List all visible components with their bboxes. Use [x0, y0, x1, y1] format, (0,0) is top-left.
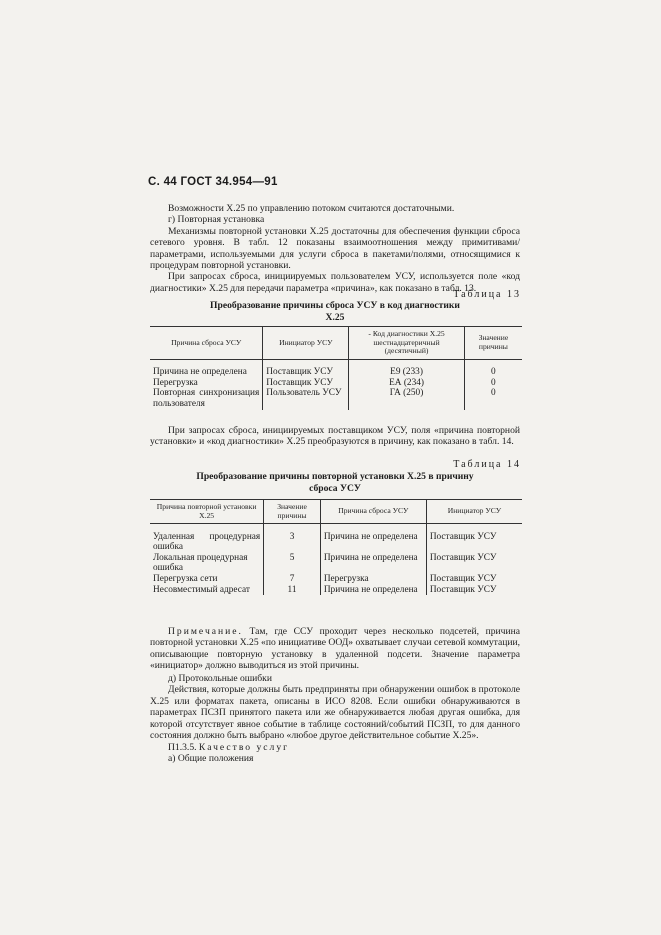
table13-cell-value: 0	[491, 388, 496, 399]
table14-cell-value: 3	[264, 532, 321, 553]
section-p	[150, 742, 520, 765]
table14-header-cause: Причина сброса УСУ	[320, 500, 426, 524]
table-row	[150, 553, 522, 574]
table13-cell-reason: Повторная синхронизация пользователя	[150, 388, 263, 409]
table14-cell-initiator: Поставщик УСУ	[429, 552, 497, 563]
section-p-title: Качество услуг	[198, 742, 290, 753]
table13-header-initiator: Инициатор УСУ	[263, 327, 349, 360]
table13-cell-code: Е9 (233)	[349, 367, 464, 378]
table13-cell-value: 0	[491, 367, 496, 378]
table14-cell-reason: Удаленная процедурная ошибка	[150, 532, 264, 553]
table13-caption: Таблица 13	[453, 289, 521, 300]
table14-cell-cause: Причина не определена	[320, 553, 426, 574]
note-label: Примечание.	[168, 626, 243, 637]
table13-cell-code: ЕА (234)	[349, 378, 464, 389]
table14-header-value: Значение причины	[264, 500, 321, 524]
table13-cell-reason: Перегрузка	[150, 378, 263, 389]
table13-cell-reason: Причина не определена	[150, 367, 263, 378]
section-p-sub: а) Общие положения	[168, 753, 254, 765]
table14-title-line2: сброса УСУ	[309, 482, 361, 494]
table14-cell-value: 11	[264, 585, 321, 596]
section-d-text: Действия, которые должны быть предприняты при обнаружении ошибок в протоколе Х.25 или форматах пакета, описаны в ИСО 8208. Если ошибки обнаруживаются в параметрах ПСЗП принятого пакета или же обнаруживается любая другая ошибка, для которой отсутствует явное событие в таблице состояний/событий ПСЗП, то для данного состояния должно быть выбрано «любое другое действительное событие Х.25».	[150, 684, 520, 742]
table13-cell-code: ГА (250)	[349, 388, 464, 409]
table14-cell-value: 7	[264, 574, 321, 585]
table13	[150, 326, 522, 410]
table14-header-reason: Причина повторной установки Х.25	[150, 500, 264, 524]
intro-p1: Возможности Х.25 по управлению потоком считаются достаточными.	[168, 203, 455, 214]
note-paragraph	[150, 626, 520, 672]
section-d-title: д) Протокольные ошибки	[168, 673, 272, 684]
table13-title	[150, 300, 520, 323]
table14-cell-cause: Причина не определена	[320, 532, 426, 553]
mid-p1: При запросах сброса, инициируемых поставщиком УСУ, поля «причина повторной установки» и «код диагностики» Х.25 преобразуются в причину, как показано в табл. 14.	[150, 425, 520, 448]
table14-cell-initiator: Поставщик УСУ	[429, 531, 497, 542]
section-p-number: П1.3.5.	[168, 742, 197, 753]
intro-p4: При запросах сброса, инициируемых пользователем УСУ, используется поле «код диагностики» Х.25 для передачи параметра «причина», как показано в табл. 13.	[150, 271, 520, 294]
table13-cell-initiator: Поставщик УСУ	[263, 367, 349, 378]
table-row	[150, 388, 522, 409]
table14-cell-cause: Причина не определена	[320, 585, 426, 596]
table14-title-line1: Преобразование причины повторной установки Х.25 в причину	[196, 471, 474, 482]
table14-cell-reason: Перегрузка сети	[150, 574, 264, 585]
table14	[150, 499, 522, 595]
table-row	[150, 367, 522, 378]
table14-header-row	[150, 500, 522, 524]
table-row	[150, 574, 522, 585]
table13-cell-initiator: Пользователь УСУ	[263, 388, 349, 409]
intro-p2: г) Повторная установка	[168, 214, 265, 226]
table13-title-line1: Преобразование причины сброса УСУ в код диагностики	[210, 300, 460, 311]
note-block	[150, 626, 520, 672]
page-header: С. 44 ГОСТ 34.954—91	[148, 176, 278, 188]
table14-cell-reason: Несовместимый адресат	[150, 585, 264, 596]
table13-title-line2: Х.25	[325, 311, 345, 323]
table13-header-row	[150, 327, 522, 360]
table14-caption: Таблица 14	[453, 459, 521, 470]
table14-cell-initiator: Поставщик УСУ	[429, 584, 497, 595]
table13-header-reason: Причина сброса УСУ	[150, 327, 263, 360]
table14-cell-reason: Локальная процедурная ошибка	[150, 553, 264, 574]
table-row	[150, 585, 522, 596]
table14-cell-cause: Перегрузка	[320, 574, 426, 585]
table14-header-initiator: Инициатор УСУ	[426, 500, 522, 524]
table13-cell-value: 0	[491, 377, 496, 388]
table13-header-code: - Код диагностики Х.25 шестнадцатеричный (десятичный)	[349, 327, 464, 360]
table14-cell-initiator: Поставщик УСУ	[429, 574, 497, 585]
table13-cell-initiator: Поставщик УСУ	[263, 378, 349, 389]
intro-text	[150, 203, 520, 294]
section-p-heading	[150, 742, 520, 753]
note-text: Там, где ССУ проходит через несколько подсетей, причина повторной установки Х.25 «по инициативе ООД» охватывает случаи сетевой коммутации, описывающие повторную установку в удаленной подсети. Значение параметра «инициатор» должно выводиться из этой причины.	[150, 626, 520, 672]
table14-cell-value: 5	[264, 553, 321, 574]
mid-text	[150, 425, 520, 448]
table-row	[150, 378, 522, 389]
table14-title	[150, 471, 520, 494]
intro-p3: Механизмы повторной установки Х.25 достаточны для обеспечения функции сброса сетевого уровня. В табл. 12 показаны взаимоотношения между примитивами/параметрами, используемыми для услуги сброса в пакетами/полями, относящимися к процедурам повторной установки.	[150, 225, 520, 272]
table13-header-value: Значение причины	[464, 327, 522, 360]
section-d	[150, 673, 520, 741]
table-row	[150, 532, 522, 553]
